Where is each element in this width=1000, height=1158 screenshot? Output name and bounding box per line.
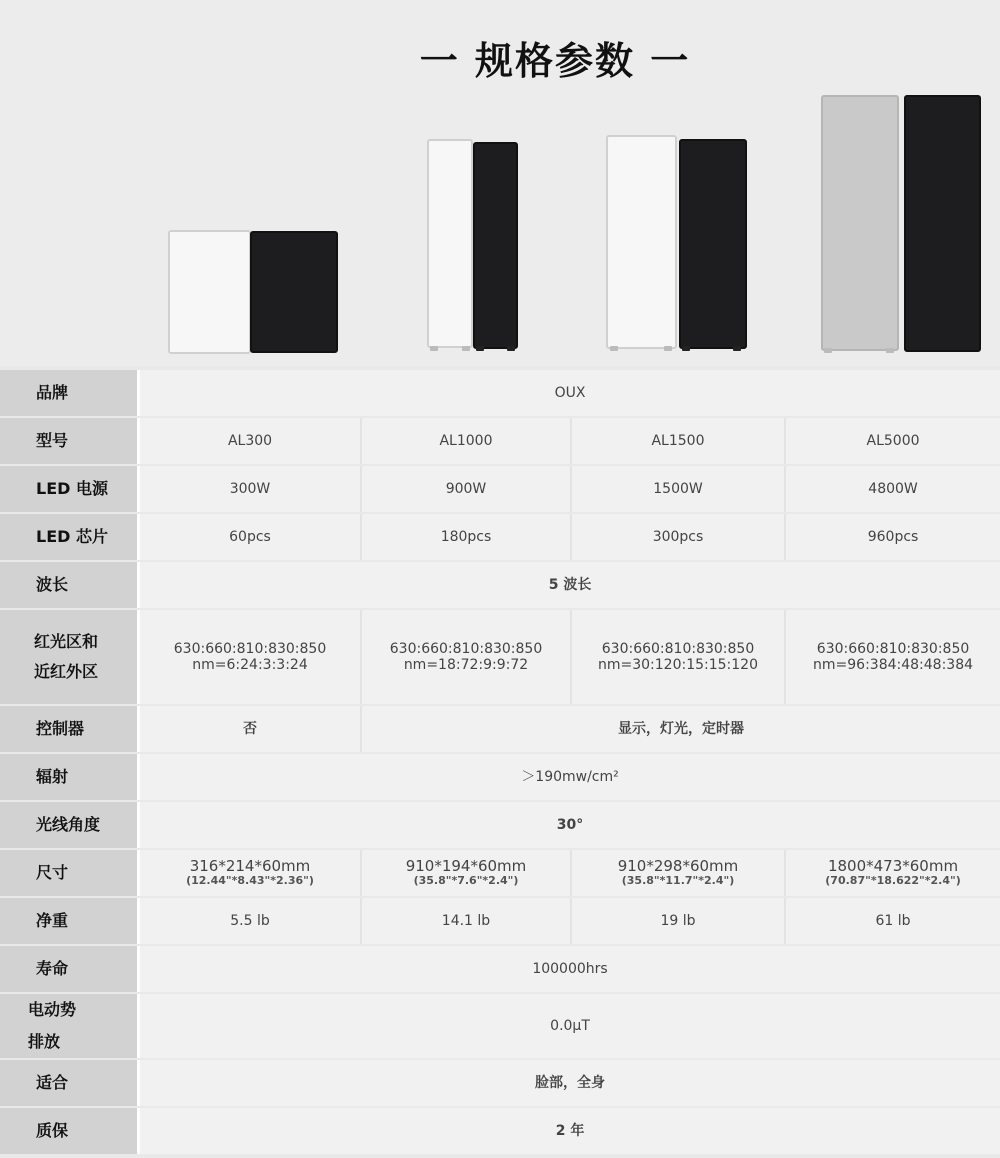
- weight-value: 61 lb: [786, 898, 1000, 944]
- wavelength-ratio: nm=30:120:15:15:120: [598, 657, 758, 673]
- table-row-emf: [0, 994, 1000, 1058]
- model-value: AL1500: [572, 418, 786, 464]
- size-inch: (70.87"*18.622"*2.4"): [825, 874, 961, 888]
- panel-foot: [733, 346, 741, 351]
- wavelength-ratio: nm=18:72:9:9:72: [403, 657, 529, 673]
- row-label: 型号: [0, 418, 140, 464]
- panel-foot: [610, 346, 618, 351]
- warranty-value: 2 年: [140, 1108, 1000, 1154]
- panel-foot: [430, 346, 438, 351]
- wavelength-ratio-cell: [140, 610, 362, 704]
- row-label: LED 电源: [0, 466, 140, 512]
- row-label: 尺寸: [0, 850, 140, 896]
- weight-value: 14.1 lb: [362, 898, 572, 944]
- size-cell: [140, 850, 362, 896]
- al1000-white-panel-image: [427, 139, 473, 348]
- panel-foot: [886, 348, 894, 353]
- table-row-suitable: [0, 1060, 1000, 1106]
- row-label: [0, 994, 140, 1058]
- row-label: 辐射: [0, 754, 140, 800]
- table-row-size: [0, 850, 1000, 896]
- table-row-warranty: [0, 1108, 1000, 1154]
- row-label: LED 芯片: [0, 514, 140, 560]
- panel-foot: [682, 346, 690, 351]
- row-label-line: 排放: [28, 1032, 61, 1051]
- size-cell: [362, 850, 572, 896]
- row-label: 品牌: [0, 370, 140, 416]
- panel-foot: [824, 348, 832, 353]
- row-label: 寿命: [0, 946, 140, 992]
- power-value: 300W: [140, 466, 362, 512]
- al1500-white-panel-image: [606, 135, 677, 349]
- table-row-lifespan: [0, 946, 1000, 992]
- size-mm: 910*194*60mm: [405, 857, 527, 876]
- chips-value: 300pcs: [572, 514, 786, 560]
- row-label: 净重: [0, 898, 140, 944]
- spec-table: [0, 368, 1000, 1156]
- panel-foot: [462, 346, 470, 351]
- suitable-value: 脸部，全身: [140, 1060, 1000, 1106]
- size-inch: (35.8"*7.6"*2.4"): [413, 874, 519, 888]
- row-label-line: 近红外区: [34, 662, 99, 681]
- wavelength-list: 630:660:810:830:850: [389, 640, 543, 657]
- table-row-brand: [0, 370, 1000, 416]
- page-title: 一 规格参数 一: [419, 39, 691, 83]
- size-mm: 316*214*60mm: [189, 857, 311, 876]
- emf-value: 0.0μT: [140, 994, 1000, 1058]
- wavelength-ratio-cell: [572, 610, 786, 704]
- wavelength-ratio-cell: [362, 610, 572, 704]
- table-row-model: [0, 418, 1000, 464]
- row-label: 质保: [0, 1108, 140, 1154]
- wavelength-list: 630:660:810:830:850: [601, 640, 755, 657]
- al5000-silver-panel-image: [821, 95, 899, 351]
- power-value: 1500W: [572, 466, 786, 512]
- size-mm: 910*298*60mm: [617, 857, 739, 876]
- row-label: 光线角度: [0, 802, 140, 848]
- table-row-beam-angle: [0, 802, 1000, 848]
- al300-white-panel-image: [168, 230, 251, 354]
- size-cell: [572, 850, 786, 896]
- row-label: 控制器: [0, 706, 140, 752]
- row-label-line: 电动势: [28, 1000, 77, 1019]
- panel-foot: [507, 346, 515, 351]
- weight-value: 5.5 lb: [140, 898, 362, 944]
- power-value: 4800W: [786, 466, 1000, 512]
- table-row-irradiance: [0, 754, 1000, 800]
- wavelength-list: 630:660:810:830:850: [173, 640, 327, 657]
- al1500-black-panel-image: [679, 139, 747, 349]
- controller-value: 否: [140, 706, 362, 752]
- table-row-wavelength: [0, 562, 1000, 608]
- size-cell: [786, 850, 1000, 896]
- controller-value: 显示，灯光，定时器: [362, 706, 1000, 752]
- product-hero: [0, 0, 1000, 366]
- table-row-chips: [0, 514, 1000, 560]
- table-row-red-nir: [0, 610, 1000, 704]
- row-label: [0, 610, 140, 704]
- brand-value: OUX: [140, 370, 1000, 416]
- wavelength-ratio: nm=6:24:3:3:24: [192, 657, 308, 673]
- model-value: AL300: [140, 418, 362, 464]
- chips-value: 180pcs: [362, 514, 572, 560]
- row-label: 波长: [0, 562, 140, 608]
- table-row-power: [0, 466, 1000, 512]
- al300-black-panel-image: [250, 231, 338, 353]
- table-row-weight: [0, 898, 1000, 944]
- weight-value: 19 lb: [572, 898, 786, 944]
- size-inch: (35.8"*11.7"*2.4"): [621, 874, 735, 888]
- table-row-controller: [0, 706, 1000, 752]
- wavelength-ratio-cell: [786, 610, 1000, 704]
- beam-angle-value: 30°: [140, 802, 1000, 848]
- irradiance-value: ＞190mw/cm²: [140, 754, 1000, 800]
- chips-value: 60pcs: [140, 514, 362, 560]
- wavelength-ratio: nm=96:384:48:48:384: [813, 657, 974, 673]
- panel-foot: [476, 346, 484, 351]
- row-label: 适合: [0, 1060, 140, 1106]
- wavelength-list: 630:660:810:830:850: [816, 640, 970, 657]
- wavelength-value: 5 波长: [140, 562, 1000, 608]
- row-label-line: 红光区和: [34, 632, 99, 651]
- power-value: 900W: [362, 466, 572, 512]
- size-inch: (12.44"*8.43"*2.36"): [186, 874, 314, 888]
- chips-value: 960pcs: [786, 514, 1000, 560]
- al5000-black-panel-image: [904, 95, 981, 352]
- lifespan-value: 100000hrs: [140, 946, 1000, 992]
- size-mm: 1800*473*60mm: [827, 857, 959, 876]
- model-value: AL1000: [362, 418, 572, 464]
- panel-foot: [664, 346, 672, 351]
- model-value: AL5000: [786, 418, 1000, 464]
- al1000-black-panel-image: [473, 142, 518, 349]
